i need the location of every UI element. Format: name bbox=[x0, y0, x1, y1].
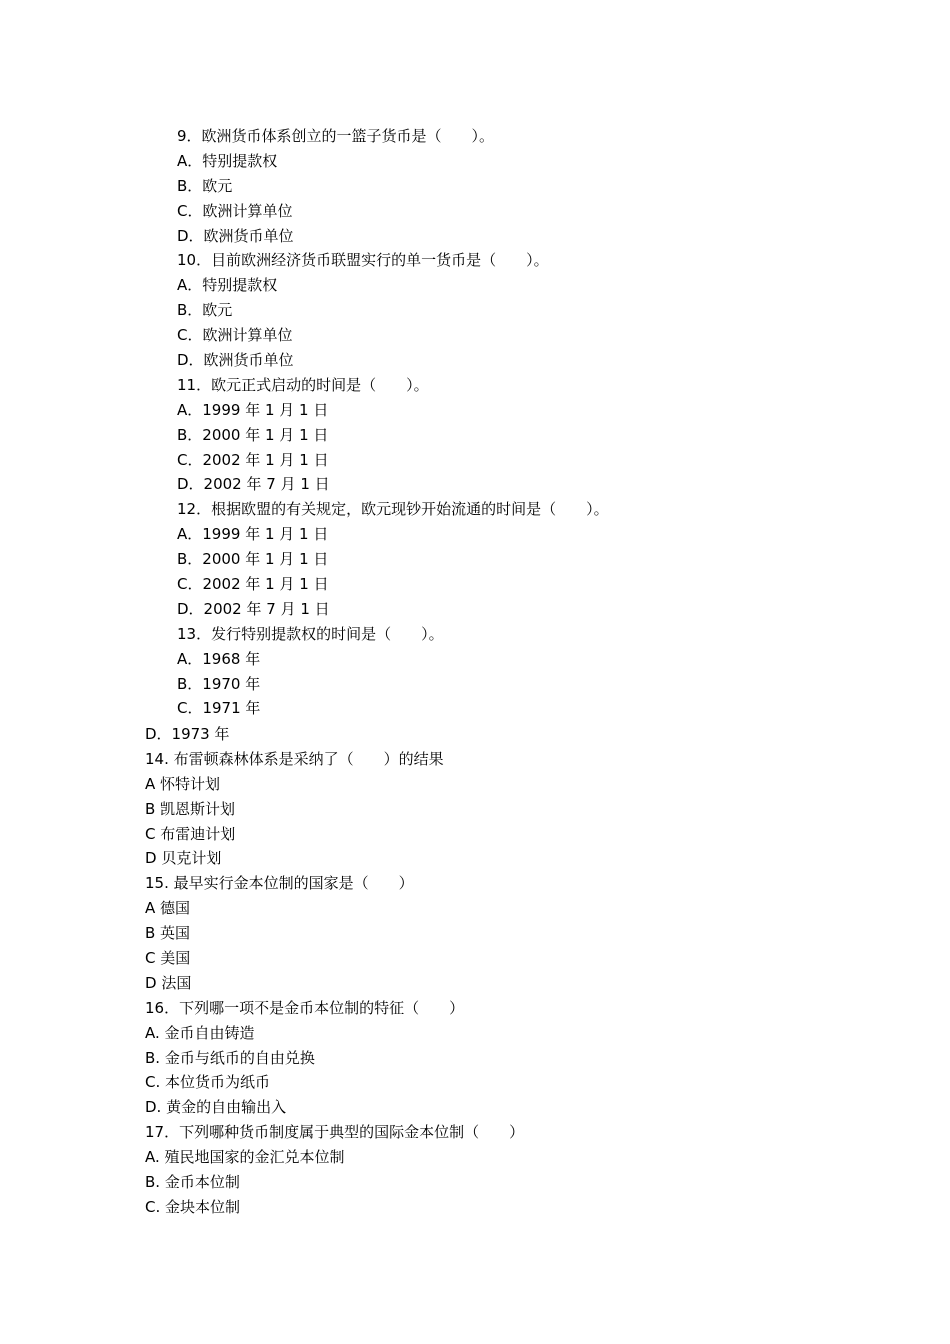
option-line: C．欧洲计算单位 bbox=[177, 326, 293, 345]
option-line: A．特别提款权 bbox=[177, 151, 278, 170]
option-line: B 英国 bbox=[145, 924, 191, 943]
option-line: D 法国 bbox=[145, 973, 192, 992]
option-line: B．2000 年 1 月 1 日 bbox=[177, 550, 329, 569]
question-line: 15. 最早实行金本位制的国家是（ ） bbox=[145, 874, 414, 893]
question-line: 11．欧元正式启动的时间是（ ）。 bbox=[177, 375, 429, 394]
option-line: D．欧洲货币单位 bbox=[177, 351, 294, 370]
option-line: C 美国 bbox=[145, 949, 191, 968]
option-line: C．2002 年 1 月 1 日 bbox=[177, 575, 329, 594]
option-line: A 德国 bbox=[145, 899, 191, 918]
question-line: 13．发行特别提款权的时间是（ ）。 bbox=[177, 624, 444, 643]
question-line: 9．欧洲货币体系创立的一篮子货币是（ ）。 bbox=[177, 127, 495, 145]
option-line: A．1968 年 bbox=[177, 649, 261, 668]
question-line: 14. 布雷顿森林体系是采纳了（ ）的结果 bbox=[145, 749, 444, 768]
option-line: C. 金块本位制 bbox=[145, 1197, 241, 1216]
option-line: D. 黄金的自由输出入 bbox=[145, 1098, 287, 1117]
option-line: A．1999 年 1 月 1 日 bbox=[177, 525, 329, 544]
option-line: C．1971 年 bbox=[177, 699, 261, 718]
option-line: C. 本位货币为纸币 bbox=[145, 1073, 271, 1092]
option-line: C．2002 年 1 月 1 日 bbox=[177, 450, 329, 469]
option-line: A．特别提款权 bbox=[177, 276, 278, 295]
option-line: C．欧洲计算单位 bbox=[177, 201, 293, 220]
indented-questions-block bbox=[177, 124, 609, 721]
option-line: D．2002 年 7 月 1 日 bbox=[177, 475, 330, 494]
option-line: B. 金币与纸币的自由兑换 bbox=[145, 1048, 315, 1067]
option-line: D 贝克计划 bbox=[145, 849, 222, 868]
option-line: D．2002 年 7 月 1 日 bbox=[177, 599, 330, 618]
option-line: B．1970 年 bbox=[177, 674, 261, 693]
option-line: B 凯恩斯计划 bbox=[145, 799, 236, 818]
option-line: A．1999 年 1 月 1 日 bbox=[177, 400, 329, 419]
question-line: 10．目前欧洲经济货币联盟实行的单一货币是（ ）。 bbox=[177, 251, 549, 270]
question-line: 16．下列哪一项不是金币本位制的特征（ ） bbox=[145, 998, 465, 1017]
option-line: D．1973 年 bbox=[145, 725, 230, 743]
option-line: A. 金币自由铸造 bbox=[145, 1023, 255, 1042]
option-line: B．2000 年 1 月 1 日 bbox=[177, 425, 329, 444]
option-line: A. 殖民地国家的金汇兑本位制 bbox=[145, 1148, 345, 1167]
option-line: C 布雷迪计划 bbox=[145, 824, 236, 843]
option-line: B. 金币本位制 bbox=[145, 1173, 240, 1192]
question-line: 12．根据欧盟的有关规定，欧元现钞开始流通的时间是（ ）。 bbox=[177, 500, 609, 519]
option-line: B．欧元 bbox=[177, 176, 233, 195]
question-line: 17．下列哪种货币制度属于典型的国际金本位制（ ） bbox=[145, 1123, 525, 1142]
option-line: D．欧洲货币单位 bbox=[177, 226, 294, 245]
option-line: A 怀特计划 bbox=[145, 774, 221, 793]
flush-questions-block bbox=[145, 722, 524, 1220]
option-line: B．欧元 bbox=[177, 301, 233, 320]
